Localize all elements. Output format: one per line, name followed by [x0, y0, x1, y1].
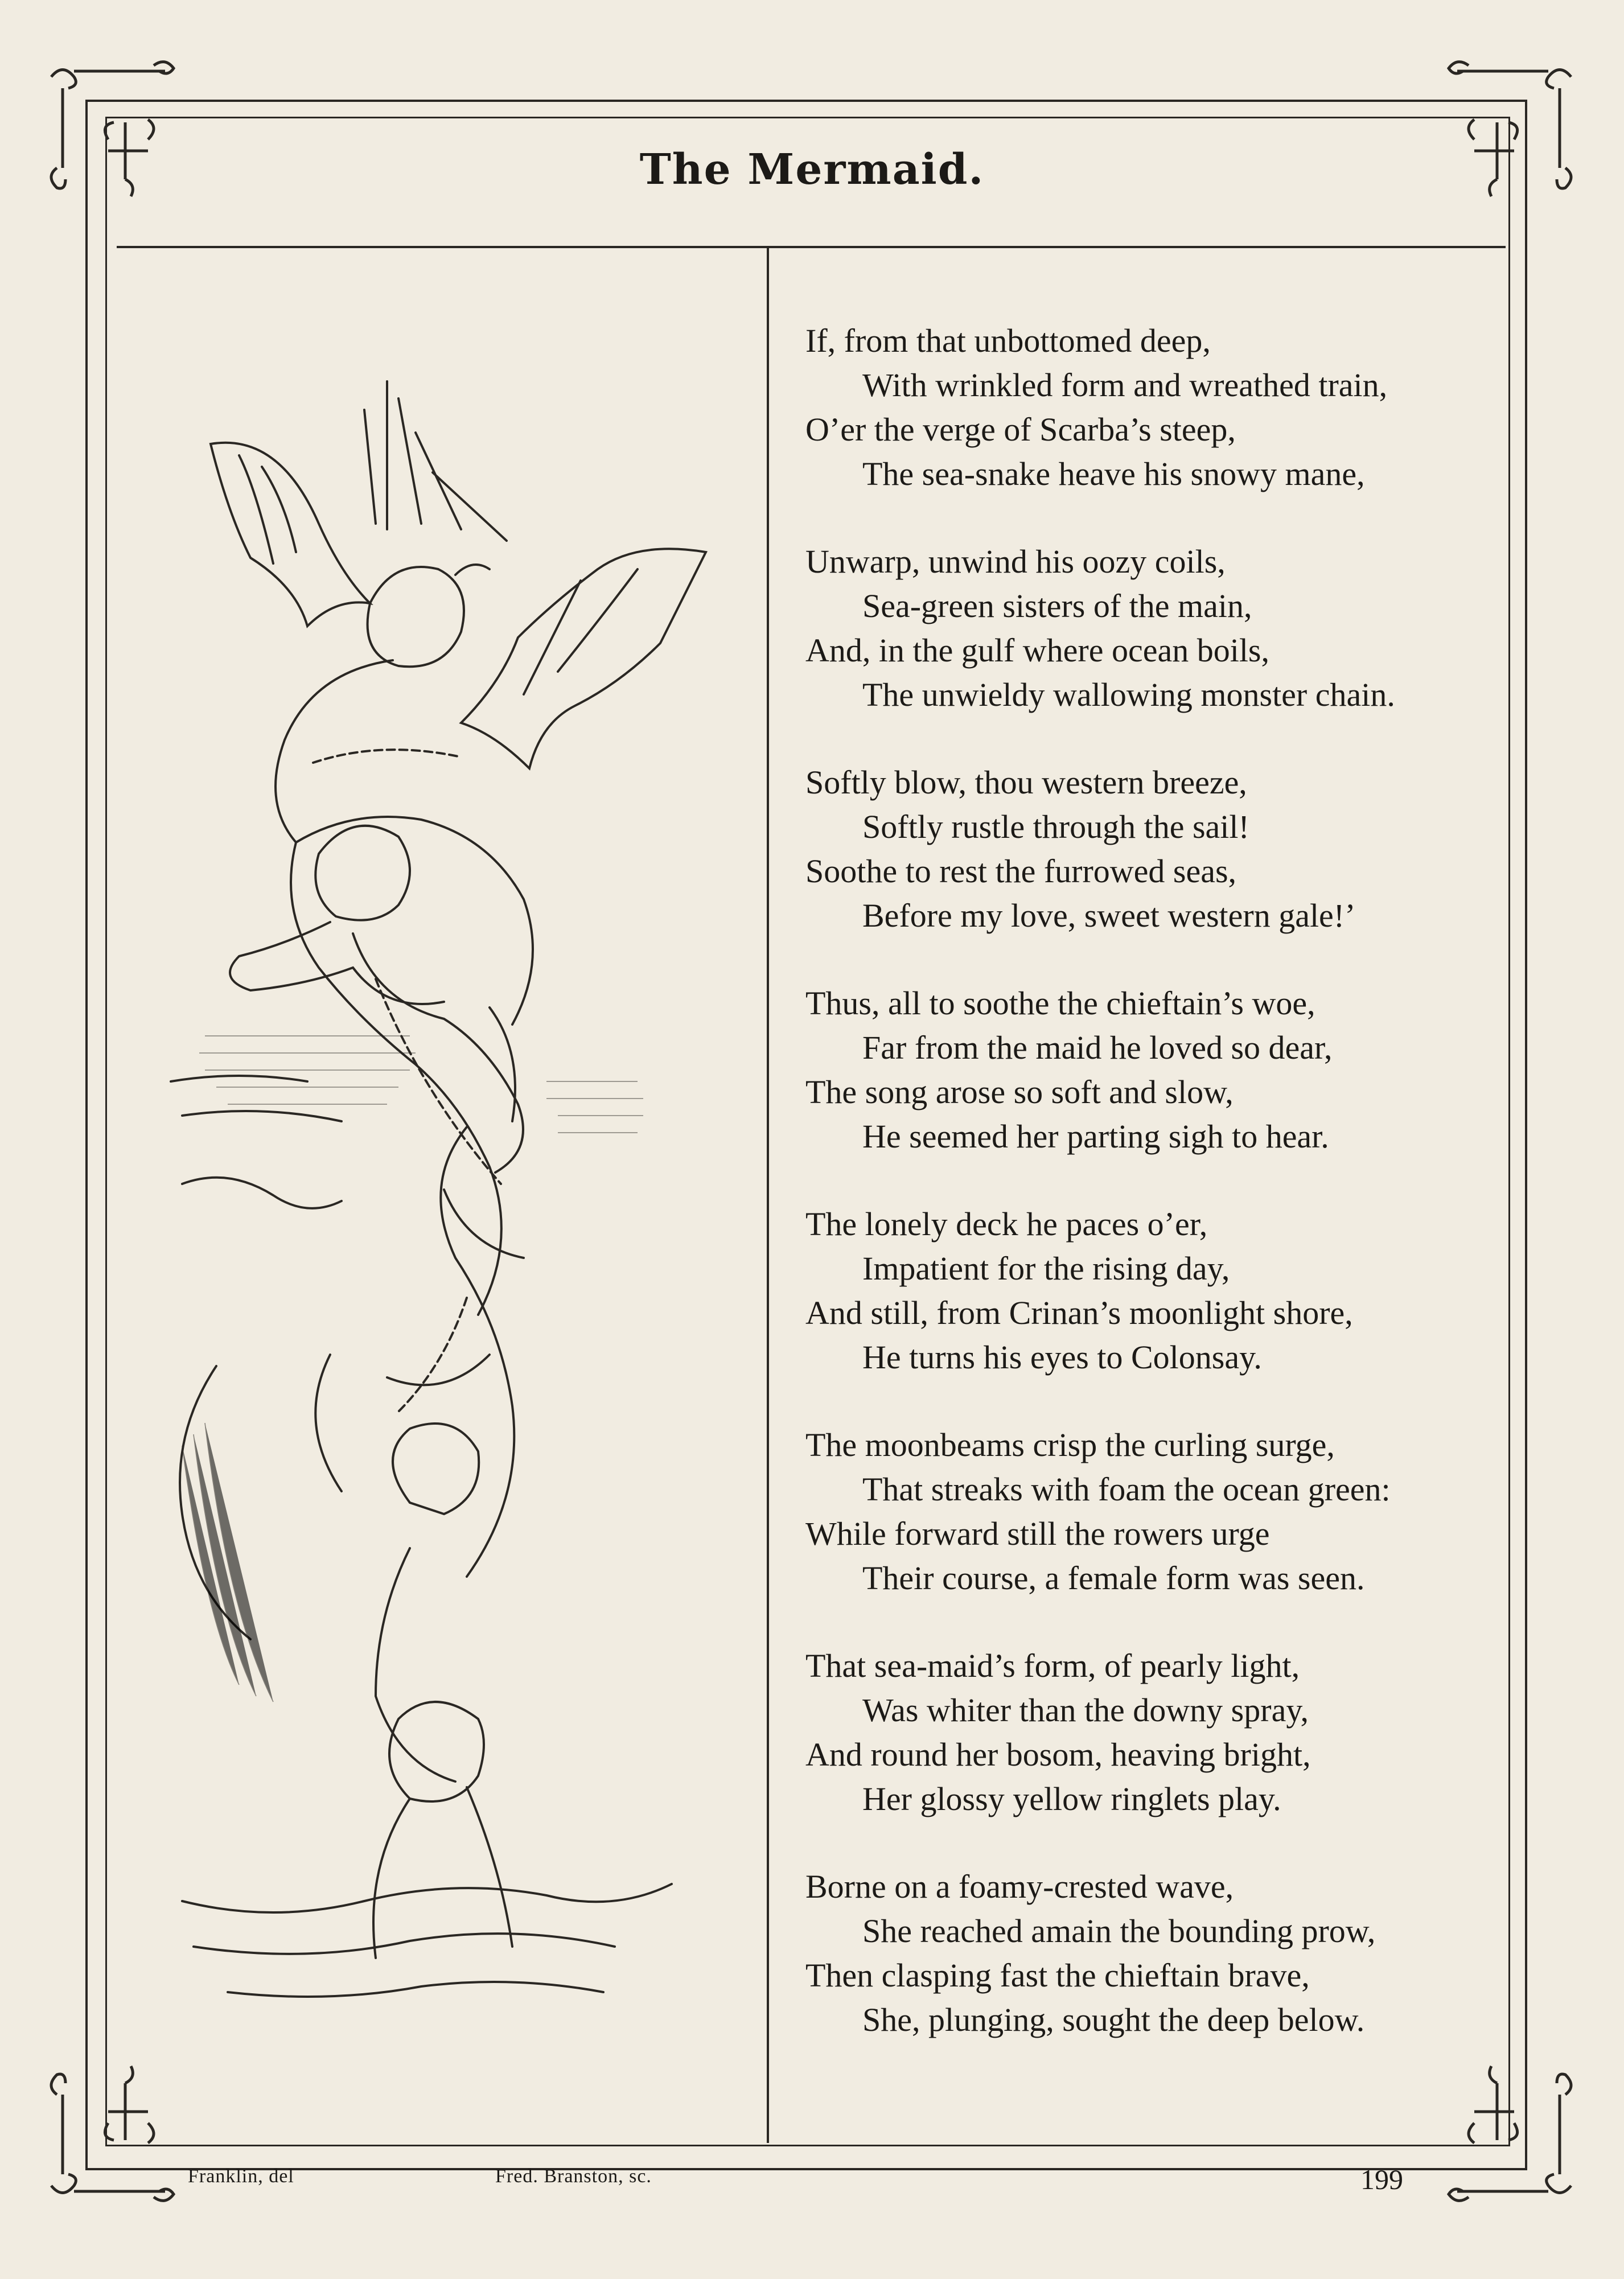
poem-line: With wrinkled form and wreathed train,: [862, 367, 1388, 404]
stanza: [805, 1423, 1511, 1601]
poem-line: Impatient for the rising day,: [862, 1250, 1230, 1287]
poem-line: If, from that unbottomed deep,: [805, 322, 1211, 359]
title-rule: [117, 246, 1506, 248]
corner-ornament-bottom-left: [40, 2049, 211, 2208]
poem-line: The moonbeams crisp the curling surge,: [805, 1426, 1335, 1463]
poem-line: She, plunging, sought the deep below.: [862, 2001, 1365, 2038]
stanza: [805, 319, 1511, 496]
poem-text: [805, 319, 1511, 2085]
poem-line: And still, from Crinan’s moonlight shore,: [805, 1294, 1353, 1331]
poem-line: Was whiter than the downy spray,: [862, 1692, 1309, 1729]
poem-line: That sea-maid’s form, of pearly light,: [805, 1647, 1300, 1684]
stanza: [805, 540, 1511, 717]
engraver-credit: Fred. Branston, sc.: [495, 2166, 652, 2187]
poem-line: Soothe to rest the furrowed seas,: [805, 853, 1237, 890]
stanza: [805, 981, 1511, 1159]
poem-line: Far from the maid he loved so dear,: [862, 1029, 1333, 1066]
poem-line: Softly blow, thou western breeze,: [805, 764, 1247, 801]
poem-line: And round her bosom, heaving bright,: [805, 1736, 1311, 1773]
poem-line: She reached amain the bounding prow,: [862, 1912, 1376, 1949]
page-number: 199: [1360, 2163, 1403, 2195]
poem-line: And, in the gulf where ocean boils,: [805, 632, 1270, 669]
poem-line: Then clasping fast the chieftain brave,: [805, 1957, 1310, 1994]
poem-line: Their course, a female form was seen.: [862, 1560, 1365, 1597]
artist-credit: Franklin, del: [188, 2166, 294, 2187]
poem-line: Softly rustle through the sail!: [862, 808, 1249, 845]
page-title: The Mermaid.: [639, 145, 985, 194]
stanza: [805, 1865, 1511, 2042]
poem-line: Before my love, sweet western gale!’: [862, 897, 1356, 934]
poem-line: He seemed her parting sigh to hear.: [862, 1118, 1329, 1155]
column-divider: [767, 248, 769, 2143]
poem-line: That streaks with foam the ocean green:: [862, 1471, 1391, 1508]
poem-line: Sea-green sisters of the main,: [862, 587, 1252, 624]
poem-line: The unwieldy wallowing monster chain.: [862, 676, 1395, 713]
poem-line: While forward still the rowers urge: [805, 1515, 1270, 1552]
stanza: [805, 760, 1511, 938]
stanza: [805, 1644, 1511, 1821]
stanza: [805, 1202, 1511, 1380]
poem-line: Thus, all to soothe the chieftain’s woe,: [805, 985, 1315, 1022]
poem-line: The song arose so soft and slow,: [805, 1073, 1234, 1110]
engraving-illustration: [148, 364, 729, 2015]
poem-line: O’er the verge of Scarba’s steep,: [805, 411, 1236, 448]
poem-line: Borne on a foamy-crested wave,: [805, 1868, 1234, 1905]
poem-line: Unwarp, unwind his oozy coils,: [805, 543, 1226, 580]
poem-line: He turns his eyes to Colonsay.: [862, 1339, 1262, 1376]
poem-line: Her glossy yellow ringlets play.: [862, 1780, 1281, 1817]
poem-line: The sea-snake heave his snowy mane,: [862, 455, 1365, 492]
poem-line: The lonely deck he paces o’er,: [805, 1206, 1208, 1243]
